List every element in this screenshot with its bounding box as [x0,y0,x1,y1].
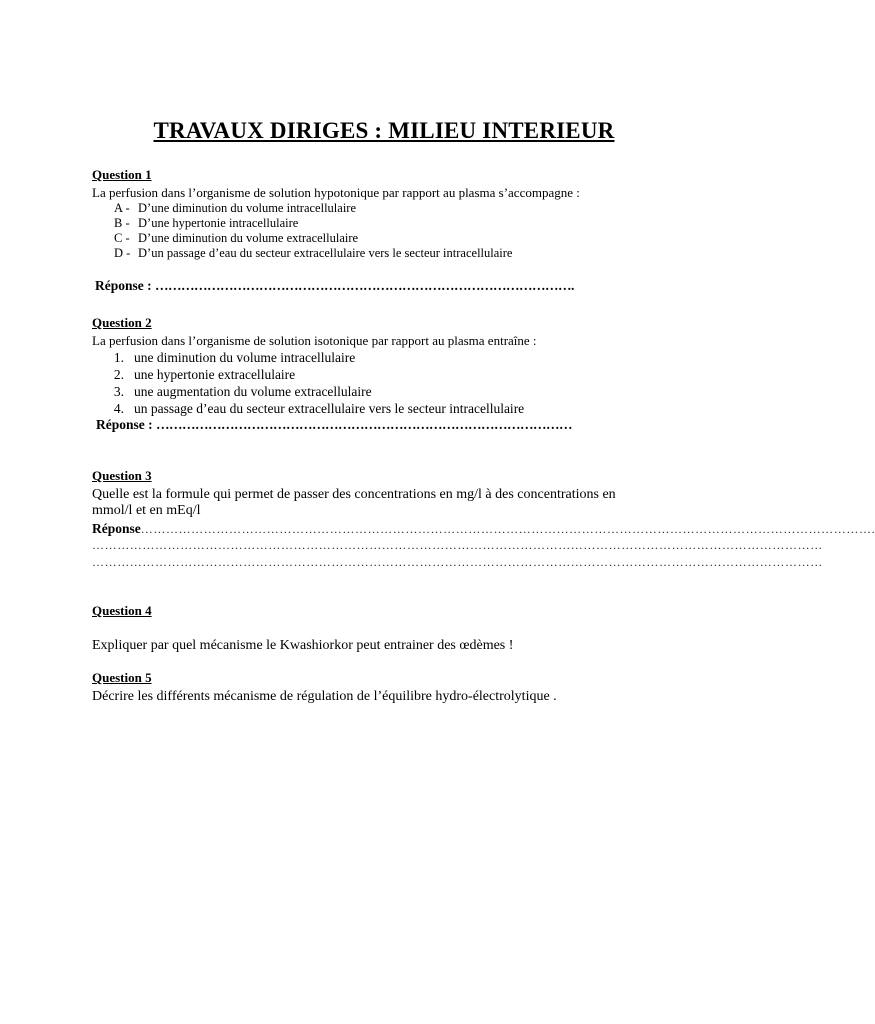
option-text: D’une diminution du volume intracellulaire [138,201,356,215]
question-5-heading: Question 5 [92,670,152,685]
question-2-option-4 [100,401,524,417]
option-key: 3. [113,384,124,399]
question-3-answer [92,520,875,538]
question-1-option-d [114,246,512,261]
question-2-option-3 [100,384,372,400]
option-text: D’une diminution du volume extracellulaire [138,231,359,245]
option-text: un passage d’eau du secteur extracellulaire vers le secteur intracellulaire [134,401,525,416]
option-text: D’une hypertonie intracellulaire [138,216,299,230]
question-3-stem-line-1: Quelle est la formule qui permet de passer des concentrations en mg/l à des concentrations en [92,487,616,502]
question-2-option-1 [100,350,355,366]
question-3-stem-line-2: mmol/l et en mEq/l [92,503,201,518]
option-key: A - [114,201,130,215]
answer-dots-3: ………………………………………………………………………………………………………………………………………………………… [92,555,823,569]
question-3-heading: Question 3 [92,468,152,483]
question-5-stem: Décrire les différents mécanisme de régulation de l’équilibre hydro-électrolytique . [92,689,557,704]
option-key: B - [114,216,130,230]
answer-dots-2: ………………………………………………………………………………………………………………………………………………………… [92,538,823,552]
question-1-stem: La perfusion dans l’organisme de solution hypotonique par rapport au plasma s’accompagne : [92,185,580,200]
option-key: 2. [113,367,124,382]
question-4-stem: Expliquer par quel mécanisme le Kwashiorkor peut entrainer des œdèmes ! [92,638,514,653]
answer-dots-1: …………………………………………………………………………………………………………………………………………………………. [140,522,875,536]
question-4-heading: Question 4 [92,603,152,618]
question-1-option-a [114,201,356,216]
question-1-option-c [114,231,358,246]
option-key: D - [114,246,131,260]
answer-label: Réponse : [95,278,152,293]
option-text: une hypertonie extracellulaire [134,367,296,382]
page-title: TRAVAUX DIRIGES : MILIEU INTERIEUR [153,118,615,143]
answer-label: Réponse : [96,417,153,432]
option-key: 4. [113,401,124,416]
question-2-stem: La perfusion dans l’organisme de solution isotonique par rapport au plasma entraîne : [92,333,537,348]
answer-dots: …………………………………………………………………………………… [156,417,572,432]
option-text: D’un passage d’eau du secteur extracellulaire vers le secteur intracellulaire [138,246,513,260]
question-1-answer [95,278,574,294]
answer-label: Réponse [92,521,141,536]
question-2-answer [96,417,572,433]
question-1-heading: Question 1 [92,167,152,182]
question-1-option-b [114,216,298,231]
answer-dots: ……………………………………………………………………………………. [155,278,574,293]
question-2-option-2 [100,367,295,383]
option-text: une diminution du volume intracellulaire [134,350,356,365]
option-key: 1. [113,350,124,365]
question-2-heading: Question 2 [92,315,152,330]
option-text: une augmentation du volume extracellulaire [134,384,372,399]
option-key: C - [114,231,130,245]
